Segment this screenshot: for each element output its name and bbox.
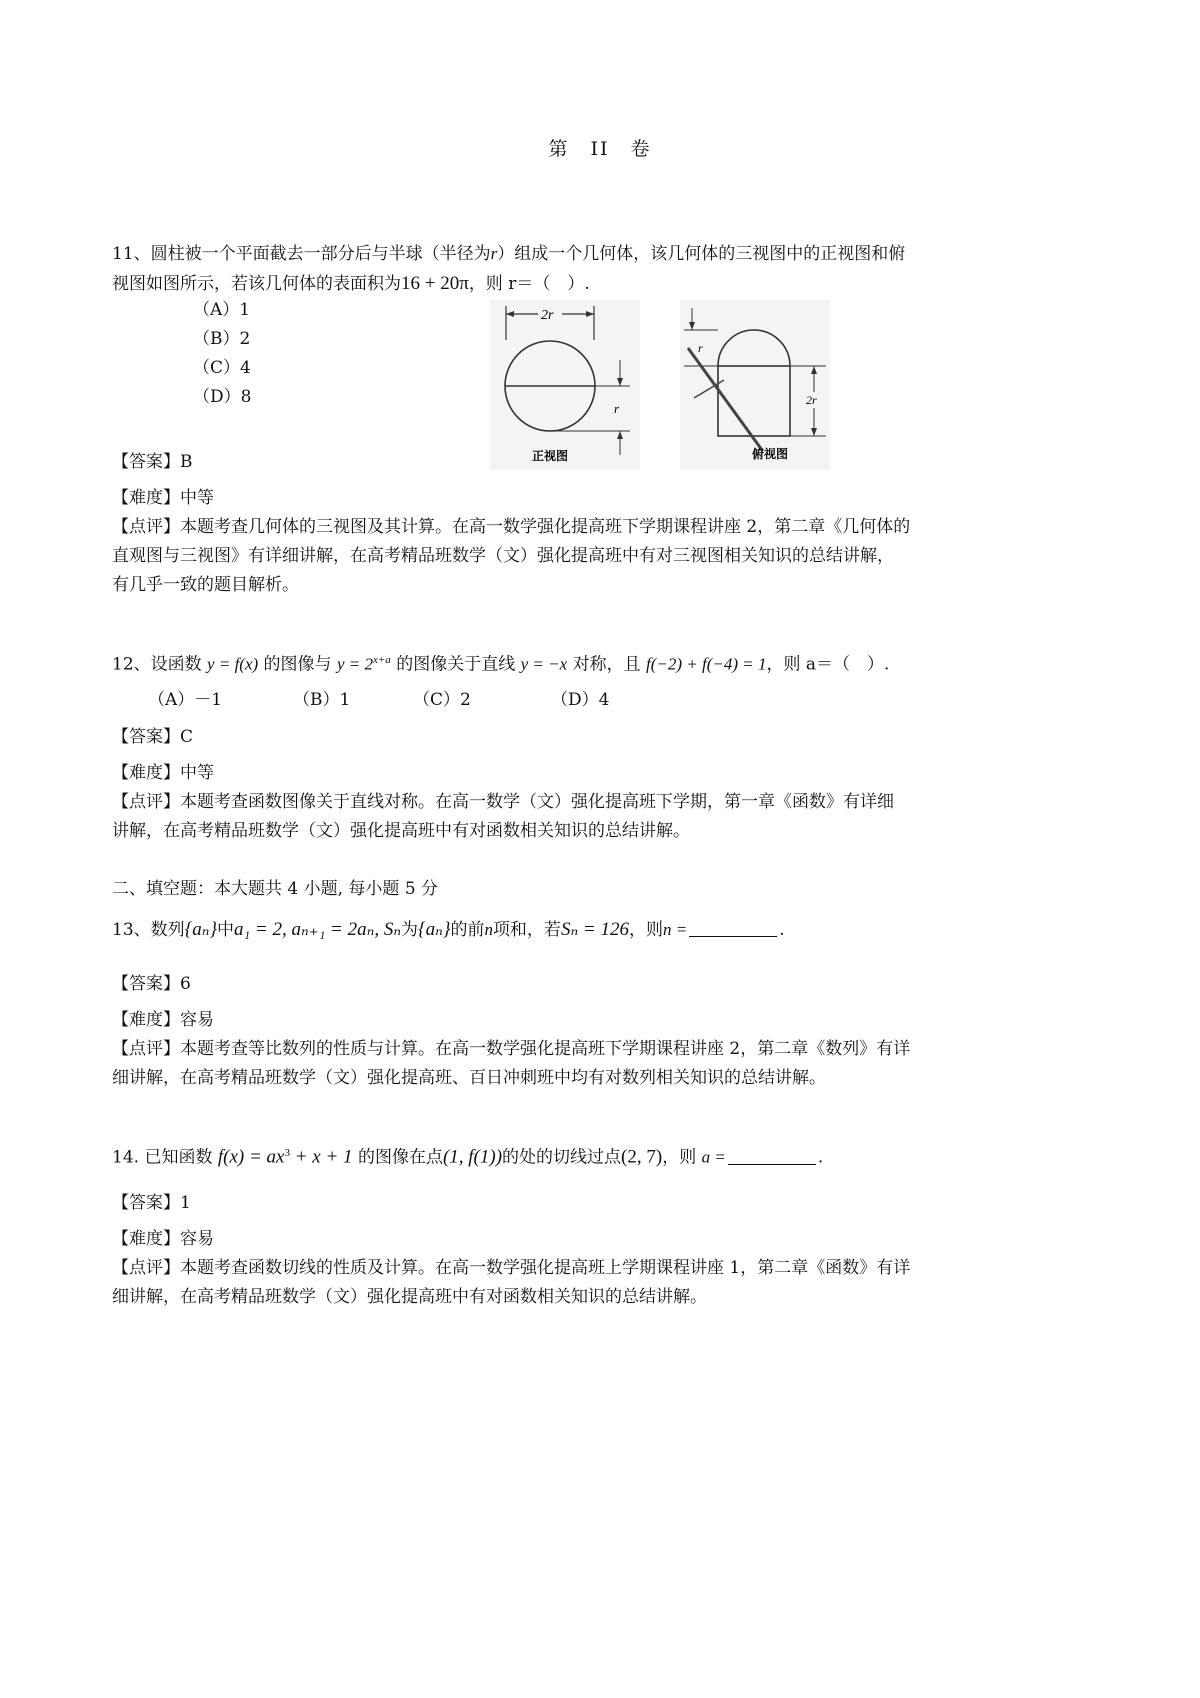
q12-option-d: （D）4 (551, 690, 610, 710)
q12-comment-line-1: 【点评】本题考查函数图像关于直线对称。在高一数学（文）强化提高班下学期，第一章《函数》有详细 (112, 792, 894, 812)
q11-option-a: （A）1 (193, 300, 251, 320)
section-2-heading: 二、填空题：本大题共 4 小题, 每小题 5 分 (112, 879, 439, 899)
q12-answer: 【答案】C (112, 727, 194, 747)
q11-option-d: （D）8 (193, 387, 252, 407)
q11-stem-line-2: 视图如图所示，若该几何体的表面积为16 + 20π，则 r＝（ ）. (112, 273, 590, 294)
top-label-2r: 2r (806, 393, 817, 407)
q11-option-b: （B）2 (193, 329, 251, 349)
q13-answer: 【答案】6 (112, 974, 191, 994)
front-view-figure (490, 300, 640, 470)
q11-difficulty: 【难度】中等 (112, 488, 214, 508)
q13-difficulty: 【难度】容易 (112, 1010, 214, 1030)
q12-option-a: （A）－1 (148, 690, 223, 710)
q11-comment-line-3: 有几乎一致的题目解析。 (112, 575, 299, 595)
q12-comment-line-2: 讲解，在高考精品班数学（文）强化提高班中有对函数相关知识的总结讲解。 (112, 821, 690, 841)
q14-answer-blank (728, 1146, 816, 1165)
q11-comment-line-1: 【点评】本题考查几何体的三视图及其计算。在高一数学强化提高班下学期课程讲座 2，第二章《几何体的 (112, 517, 911, 537)
q13-stem: 13、数列{aₙ}中a₁ = 2, aₙ₊₁ = 2aₙ, Sₙ为{aₙ}的前n项和，若Sₙ = 126，则n = . (112, 919, 785, 940)
q14-comment-line-2: 细讲解，在高考精品班数学（文）强化提高班中有对函数相关知识的总结讲解。 (112, 1287, 707, 1307)
q14-answer: 【答案】1 (112, 1193, 191, 1213)
front-view-caption: 正视图 (532, 449, 569, 463)
q11-answer: 【答案】B (112, 452, 193, 472)
q13-comment-line-2: 细讲解，在高考精品班数学（文）强化提高班、百日冲刺班中均有对数列相关知识的总结讲解。 (112, 1068, 826, 1088)
front-label-2r: 2r (541, 308, 554, 323)
top-view-background (680, 300, 830, 470)
q12-difficulty: 【难度】中等 (112, 763, 214, 783)
section-title: 第 II 卷 (548, 138, 652, 160)
q12-stem: 12、设函数 y = f(x) 的图像与 $y = 2^{x+a}$ 的图像关于直线 y = −x 对称，且 f(−2) + f(−4) = 1，则 a＝（ ）. (112, 654, 890, 675)
q11-stem-line-1: 11、圆柱被一个平面截去一部分后与半球（半径为r）组成一个几何体，该几何体的三视图中的正视图和俯 (112, 244, 906, 264)
q11-comment-line-2: 直观图与三视图》有详细讲解，在高考精品班数学（文）强化提高班中有对三视图相关知识的总结讲解， (112, 546, 894, 566)
q14-difficulty: 【难度】容易 (112, 1229, 214, 1249)
q12-option-b: （B）1 (293, 690, 351, 710)
top-label-r: r (698, 341, 703, 355)
q14-comment-line-1: 【点评】本题考查函数切线的性质及计算。在高一数学强化提高班上学期课程讲座 1，第二章《函数》有详 (112, 1258, 911, 1278)
q12-option-c: （C）2 (413, 690, 471, 710)
q11-option-c: （C）4 (193, 358, 251, 378)
q13-comment-line-1: 【点评】本题考查等比数列的性质与计算。在高一数学强化提高班下学期课程讲座 2，第二章《数列》有详 (112, 1039, 911, 1059)
top-view-caption: 俯视图 (752, 447, 789, 461)
front-view-background (490, 300, 640, 470)
top-view-figure (680, 300, 830, 470)
q14-stem: 14. 已知函数 $f(x) = ax^3 + x + 1$ 的图像在点(1, f(1))的处的切线过点(2, 7)，则 a = . (112, 1146, 824, 1168)
front-label-r: r (614, 401, 620, 416)
q13-answer-blank (689, 918, 777, 937)
